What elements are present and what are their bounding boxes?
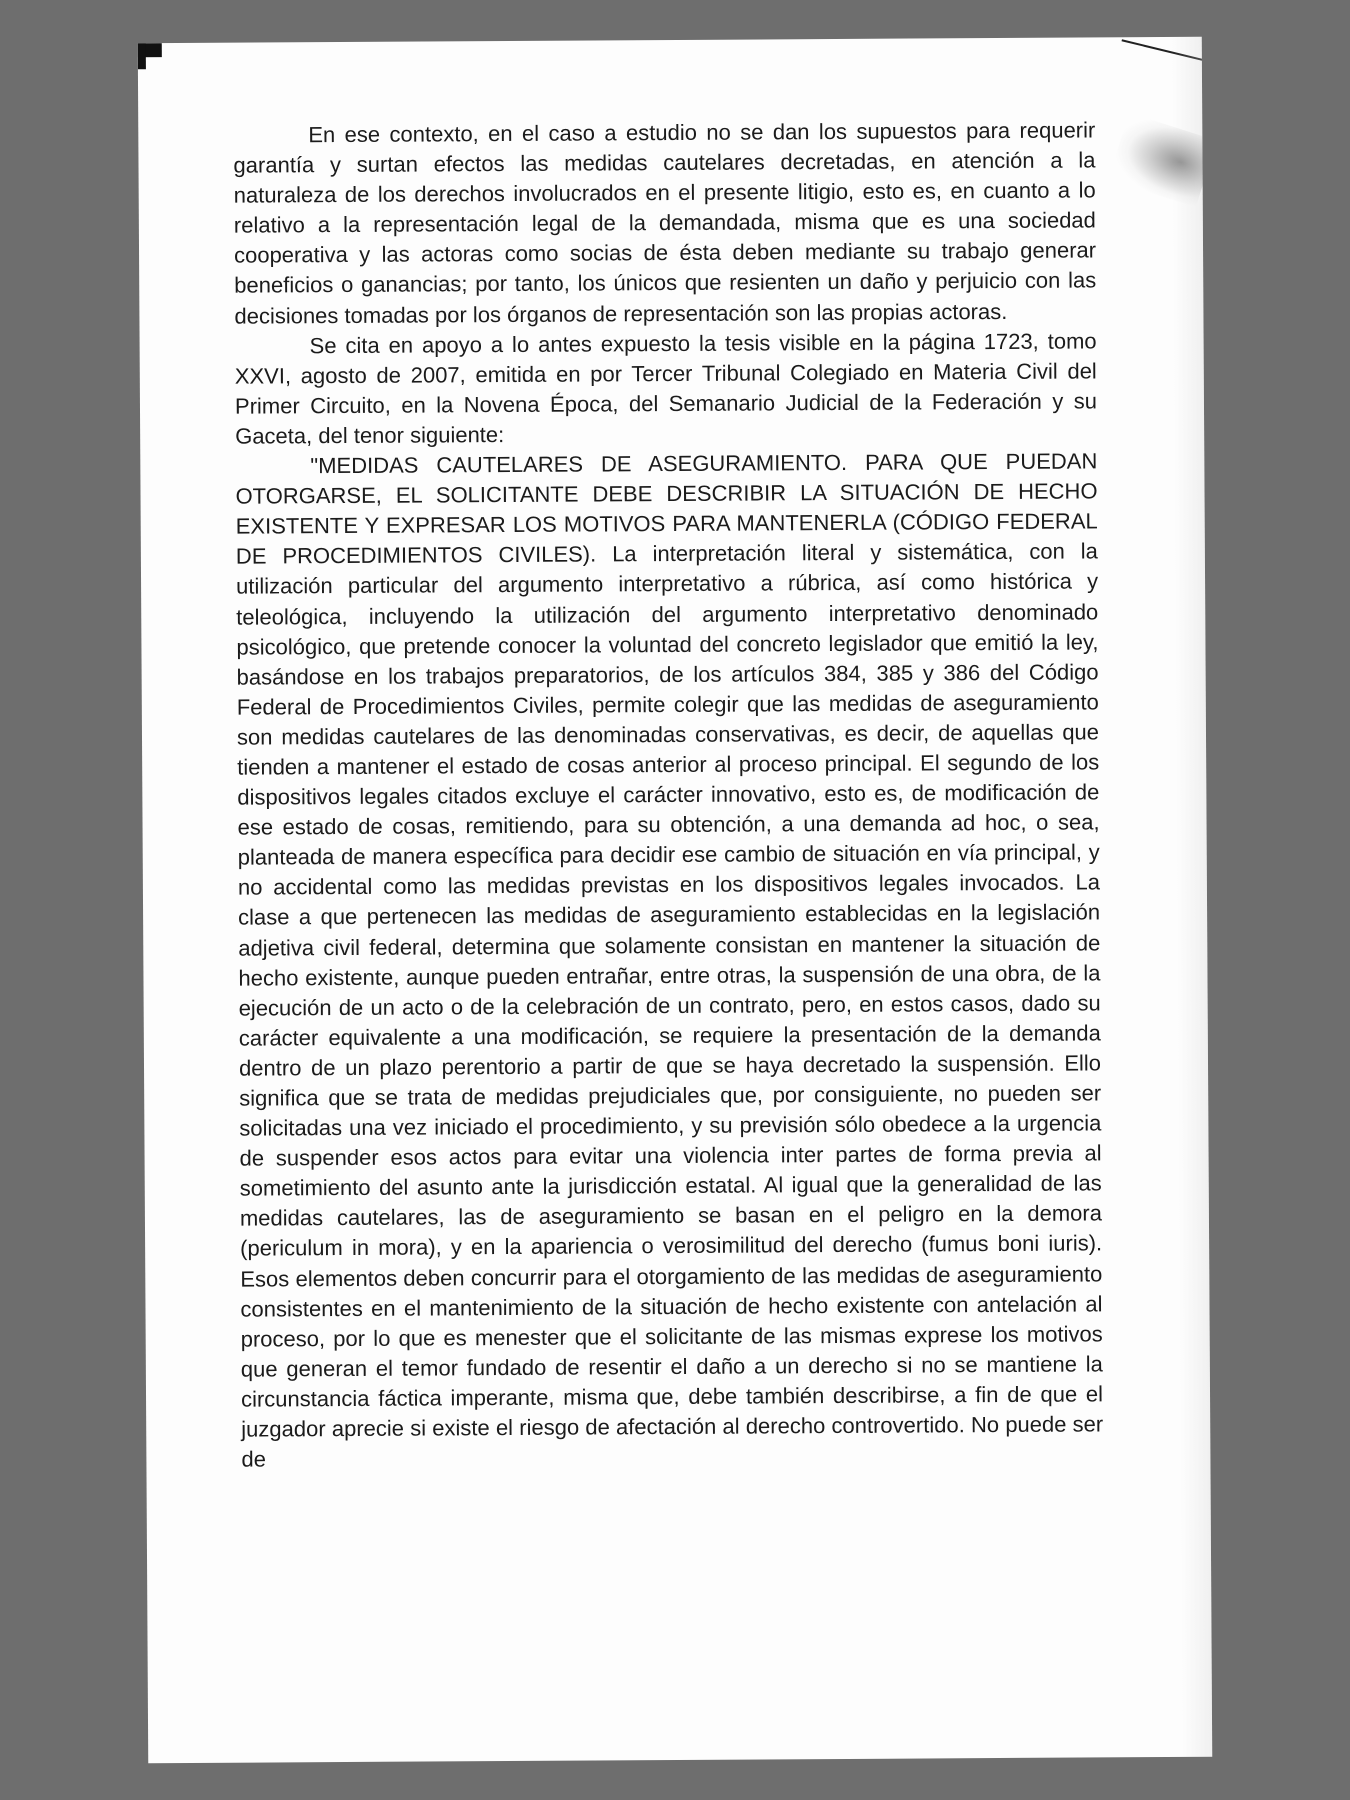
document-page	[138, 37, 1212, 1763]
paragraph-thesis-quote: "MEDIDAS CAUTELARES DE ASEGURAMIENTO. PARA QUE PUEDAN OTORGARSE, EL SOLICITANTE DEBE DESCRIBIR LA SITUACIÓN DE HECHO EXISTENTE Y EXPRESAR LOS MOTIVOS PARA MANTENERLA (CÓDIGO FEDERAL DE PROCEDIMIENTOS CIVILES). La interpretación literal y sistemática, con la utilización particular del argumento interpretativo a rúbrica, así como histórica y teleológica, incluyendo la utilización del argumento interpretativo denominado psicológico, que pretende conocer la voluntad del concreto legislador que emitió la ley, basándose en los trabajos preparatorios, de los artículos 384, 385 y 386 del Código Federal de Procedimientos Civiles, permite colegir que las medidas de aseguramiento son medidas cautelares de las denominadas conservativas, es decir, de aquellas que tienden a mantener el estado de cosas anterior al proceso principal. El segundo de los dispositivos legales citados excluye el carácter innovativo, esto es, de modificación de ese estado de cosas, remitiendo, para su obtención, a una demanda ad hoc, o sea, planteada de manera específica para decidir ese cambio de situación en vía principal, y no accidental como las medidas previstas en los dispositivos legales invocados. La clase a que pertenecen las medidas de aseguramiento establecidas en la legislación adjetiva civil federal, determina que solamente consistan en mantener la situación de hecho existente, aunque pueden entrañar, entre otras, la suspensión de una obra, de la ejecución de un acto o de la celebración de un contrato, pero, en estos casos, dado su carácter equivalente a una modificación, se requiere la presentación de la demanda dentro de un plazo perentorio a partir de que se haya decretado la suspensión. Ello significa que se trata de medidas prejudiciales que, por consiguiente, no pueden ser solicitadas una vez iniciado el procedimiento, y su previsión sólo obedece a la urgencia de suspender esos actos para evitar una violencia inter partes de forma previa al sometimiento del asunto ante la jurisdicción estatal. Al igual que la generalidad de las medidas cautelares, las de aseguramiento se basan en el peligro en la demora (periculum in mora), y en la apariencia o verosimilitud del derecho (fumus boni iuris). Esos elementos deben concurrir para el otorgamiento de las medidas de aseguramiento consistentes en el mantenimiento de la situación de hecho existente con antelación al proceso, por lo que es menester que el solicitante de las mismas exprese los motivos que generan el temor fundado de resentir el daño a un derecho si no se mantiene la circunstancia fáctica imperante, misma que, debe también describirse, a fin de que el juzgador aprecie si existe el riesgo de afectación al derecho controvertido. No puede ser de	[235, 448, 1104, 1472]
scan-corner-mark-vertical	[138, 43, 146, 69]
paragraph-citation-intro: Se cita en apoyo a lo antes expuesto la tesis visible en la página 1723, tomo XXVI, agosto de 2007, emitida en por Tercer Tribunal Colegiado en Materia Civil del Primer Circuito, en la Novena Época, del Semanario Judicial de la Federación y su Gaceta, del tenor siguiente:	[234, 328, 1098, 449]
paragraph-context: En ese contexto, en el caso a estudio no se dan los supuestos para requerir garantía y surtan efectos las medidas cautelares decretadas, en atención a la naturaleza de los derechos involucrados en el presente litigio, esto es, en cuanto a lo relativo a la representación legal de la demandada, misma que es una sociedad cooperativa y las actoras como socias de ésta deben mediante su trabajo generar beneficios o ganancias; por tanto, los únicos que resienten un daño y perjuicio con las decisiones tomadas por los órganos de representación son las propias actoras.	[233, 117, 1097, 329]
page-edge-shadow	[1172, 37, 1213, 1757]
document-body	[233, 115, 1103, 1474]
